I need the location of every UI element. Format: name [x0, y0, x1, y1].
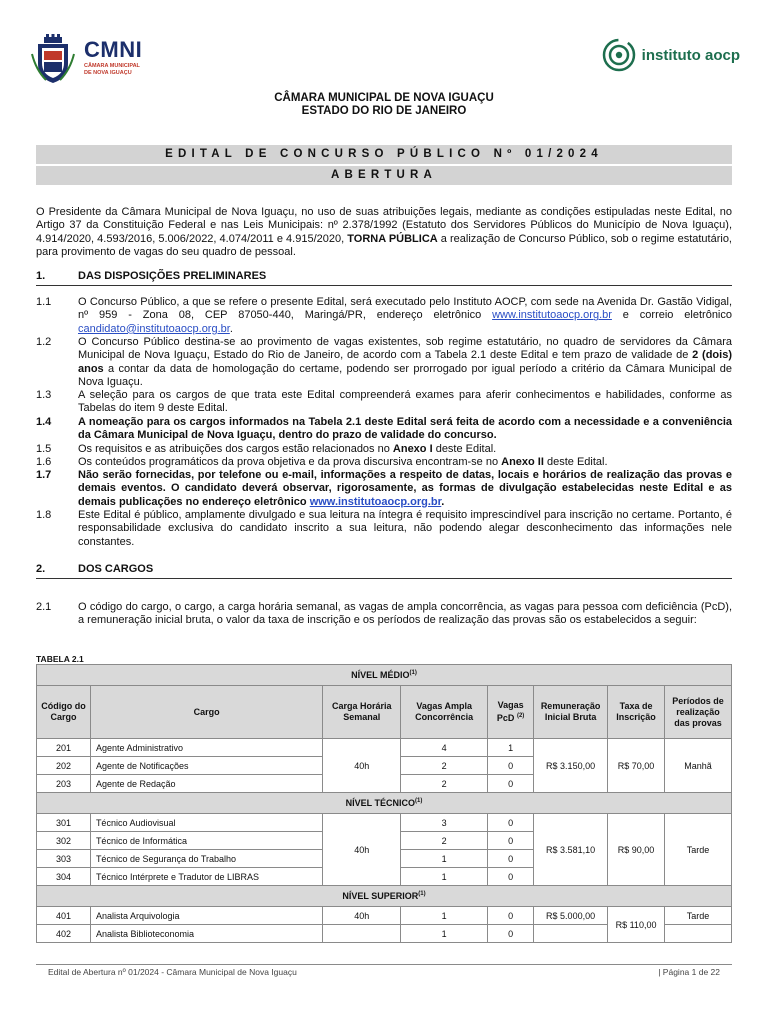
- cell-ampla: 1: [401, 907, 488, 925]
- item-body: Este Edital é público, amplamente divulgado e sua leitura na íntegra é requisito imprescindível para inscrição no certame. Portanto, é responsabilidade exclusiva do candidato inscrito a sua leitura, não podendo alegar desconhecimento das informações nele constantes.: [78, 509, 732, 548]
- cell-ampla: 2: [401, 757, 488, 775]
- section-number: 1.: [36, 270, 46, 282]
- cell-cargo: Técnico Audiovisual: [90, 814, 322, 832]
- cell-taxa: R$ 110,00: [608, 907, 665, 943]
- title-line-2: ESTADO DO RIO DE JANEIRO: [301, 105, 467, 117]
- item-number: 1.8: [36, 509, 52, 521]
- cell-remuneracao: [534, 925, 608, 943]
- cell-remuneracao: R$ 3.150,00: [534, 739, 608, 793]
- item-text-bold: 2 (dois) anos: [78, 349, 732, 375]
- item-body: [78, 469, 732, 509]
- col-periodo: Períodos de realização das provas: [665, 686, 732, 739]
- abertura-band: ABERTURA: [36, 166, 732, 185]
- website-link[interactable]: www.institutoaocp.org.br: [492, 309, 612, 322]
- cell-carga: 40h: [323, 907, 401, 925]
- section-1-heading: [36, 268, 732, 286]
- cell-code: 201: [37, 739, 91, 757]
- header: [30, 30, 740, 85]
- table-row: [37, 907, 732, 925]
- cmni-logo-subtext: CÂMARA MUNICIPAL DE NOVA IGUAÇU: [84, 63, 140, 76]
- item-text: deste Edital.: [432, 443, 497, 455]
- item-number: 1.3: [36, 389, 52, 401]
- item-text: Os conteúdos programáticos da prova objetiva e da prova discursiva encontram-se no: [78, 456, 502, 468]
- col-codigo: Código do Cargo: [37, 686, 91, 739]
- item-text-bold: Anexo I: [392, 443, 433, 455]
- section-title: DOS CARGOS: [78, 563, 154, 575]
- item-number: 1.6: [36, 456, 52, 468]
- item-text: a contar da data de homologação do certame, podendo ser prorrogado por igual período a critério da Câmara Municipal de Nova Iguaçu.: [78, 362, 732, 389]
- aocp-logo-text: instituto aocp: [641, 46, 740, 64]
- cell-cargo: Agente de Notificações: [90, 757, 322, 775]
- item-text: .: [229, 322, 233, 335]
- table-header-row: [37, 686, 732, 739]
- cell-cargo: Técnico de Informática: [90, 832, 322, 850]
- item-number: 1.5: [36, 443, 52, 455]
- cell-code: 304: [37, 868, 91, 886]
- item-text: deste Edital.: [543, 456, 608, 468]
- item-body: [78, 456, 732, 469]
- table-label: TABELA 2.1: [36, 654, 84, 664]
- cell-cargo: Analista Biblioteconomia: [90, 925, 322, 943]
- cell-pcd: 0: [488, 775, 534, 793]
- cell-code: 302: [37, 832, 91, 850]
- col-pcd: Vagas PcD $^{(2)}$: [488, 686, 534, 739]
- cell-ampla: 1: [401, 850, 488, 868]
- cell-ampla: 3: [401, 814, 488, 832]
- col-remuneracao: Remuneração Inicial Bruta: [534, 686, 608, 739]
- cell-periodo: Tarde: [665, 907, 732, 925]
- table-row: [37, 814, 732, 832]
- cell-pcd: 0: [488, 814, 534, 832]
- item-text: e correio eletrônico: [611, 309, 732, 322]
- item-text: Não serão fornecidas, por telefone ou e-mail, informações a respeito de datas, locais e horários de realização das provas e demais eventos. O candidato deverá observar, rigorosamente, as formas de divulgação estabelecidas neste Edital e as demais publicações no endereço eletrônico: [78, 469, 732, 508]
- cell-ampla: 2: [401, 775, 488, 793]
- cell-periodo: [665, 925, 732, 943]
- section-title: DAS DISPOSIÇÕES PRELIMINARES: [78, 270, 267, 282]
- cell-remuneracao: R$ 3.581,10: [534, 814, 608, 886]
- cmni-logo: [30, 34, 144, 84]
- cell-code: 303: [37, 850, 91, 868]
- cell-remuneracao: R$ 5.000,00: [534, 907, 608, 925]
- level-header-medio: NÍVEL MÉDIO$^{(1)}$: [37, 665, 732, 686]
- cell-cargo: Agente Administrativo: [90, 739, 322, 757]
- cell-code: 402: [37, 925, 91, 943]
- item-text: O Concurso Público, a que se refere o presente Edital, será executado pelo Instituto AOCP, com sede na Avenida Dr. Gastão Vidigal, nº 959 - Zona 08, CEP 87050-440, Maringá/PR, endereço eletrônico: [78, 296, 732, 322]
- item-number: 1.7: [36, 469, 52, 481]
- cell-periodo: Tarde: [665, 814, 732, 886]
- item-text: Os requisitos e as atribuições dos cargos estão relacionados no: [78, 443, 393, 455]
- section-2-heading: [36, 561, 732, 579]
- item-body: A nomeação para os cargos informados na Tabela 2.1 deste Edital será feita de acordo com a necessidade e a conveniência da Câmara Municipal de Nova Iguaçu, dentro do prazo de validade do concurso.: [78, 416, 732, 442]
- cell-code: 401: [37, 907, 91, 925]
- item-body: [78, 336, 732, 390]
- section-number: 2.: [36, 563, 46, 575]
- cell-pcd: 1: [488, 739, 534, 757]
- cell-ampla: 4: [401, 739, 488, 757]
- crest-icon: [30, 34, 76, 84]
- page-number: | Página 1 de 22: [658, 967, 720, 977]
- cell-code: 203: [37, 775, 91, 793]
- table-row: [37, 739, 732, 757]
- item-number: 1.1: [36, 296, 52, 308]
- intro-text-a: O Presidente da Câmara Municipal de Nova Iguaçu, no uso de suas atribuições legais, mediante as condições estipuladas neste Edital, no Artigo 37 da Constituição Federal e nas Leis Municipais: nº 2.378/1992 (Estatuto dos Servidores Públicos do Município de Nova Iguaçu), 4.914/2020, 4.593/2016, 5.006/2022, 4.074/2011 e 4.915/2020,: [36, 206, 732, 245]
- intro-text-bold: TORNA PÚBLICA: [347, 232, 438, 245]
- cell-cargo: Técnico de Segurança do Trabalho: [90, 850, 322, 868]
- cell-pcd: 0: [488, 925, 534, 943]
- item-text: O Concurso Público destina-se ao provimento de vagas existentes, sob regime estatutário, no quadro de servidores da Câmara Municipal de Nova Iguaçu, Estado do Rio de Janeiro, de acordo com a Tabela 2.1 deste Edital e tem prazo de validade de: [78, 336, 732, 362]
- cell-ampla: 1: [401, 868, 488, 886]
- cell-carga: 40h: [323, 814, 401, 886]
- edital-title-band: EDITAL DE CONCURSO PÚBLICO Nº 01/2024: [36, 145, 732, 164]
- cell-code: 202: [37, 757, 91, 775]
- item-body: [78, 296, 732, 336]
- item-number: 1.4: [36, 416, 52, 428]
- footer-divider: [36, 964, 732, 965]
- col-carga: Carga Horária Semanal: [323, 686, 401, 739]
- cell-carga: [323, 925, 401, 943]
- col-taxa: Taxa de Inscrição: [608, 686, 665, 739]
- cell-taxa: R$ 90,00: [608, 814, 665, 886]
- cell-carga: 40h: [323, 739, 401, 793]
- cell-pcd: 0: [488, 907, 534, 925]
- email-link[interactable]: candidato@institutoaocp.org.br: [78, 322, 230, 335]
- cargos-table: [36, 664, 732, 943]
- cell-cargo: Agente de Redação: [90, 775, 322, 793]
- website-link[interactable]: www.institutoaocp.org.br: [309, 495, 442, 508]
- level-header-tecnico: NÍVEL TÉCNICO$^{(1)}$: [37, 793, 732, 814]
- col-ampla: Vagas Ampla Concorrência: [401, 686, 488, 739]
- cell-taxa: R$ 70,00: [608, 739, 665, 793]
- aocp-logo: [602, 38, 740, 72]
- intro-paragraph: [36, 206, 732, 260]
- intro-text-b: a realização de Concurso Público, sob o regime estatutário, para provimento de vagas do seu quadro de pessoal.: [36, 232, 732, 259]
- item-number: 2.1: [36, 601, 52, 613]
- cell-periodo: Manhã: [665, 739, 732, 793]
- title-line-1: CÂMARA MUNICIPAL DE NOVA IGUAÇU: [274, 92, 494, 104]
- cell-cargo: Técnico Intérprete e Tradutor de LIBRAS: [90, 868, 322, 886]
- footer-left: Edital de Abertura nº 01/2024 - Câmara Municipal de Nova Iguaçu: [48, 967, 297, 977]
- cell-pcd: 0: [488, 757, 534, 775]
- item-body: [78, 443, 732, 456]
- cell-ampla: 2: [401, 832, 488, 850]
- cell-pcd: 0: [488, 832, 534, 850]
- cell-ampla: 1: [401, 925, 488, 943]
- cell-cargo: Analista Arquivologia: [90, 907, 322, 925]
- item-number: 1.2: [36, 336, 52, 348]
- aocp-mark-icon: [602, 38, 636, 72]
- cell-pcd: 0: [488, 868, 534, 886]
- cmni-logo-text: CMNI: [84, 37, 143, 62]
- item-body: O código do cargo, o cargo, a carga horária semanal, as vagas de ampla concorrência, as vagas para pessoa com deficiência (PcD), a remuneração inicial bruta, o valor da taxa de inscrição e os períodos de realização das provas são os estabelecidos a seguir:: [78, 601, 732, 627]
- cell-pcd: 0: [488, 850, 534, 868]
- item-text-bold: Anexo II: [501, 456, 544, 468]
- item-body: A seleção para os cargos de que trata este Edital compreenderá exames para aferir conhecimentos e habilidades, conforme as Tabelas do item 9 deste Edital.: [78, 389, 732, 415]
- level-header-superior: NÍVEL SUPERIOR$^{(1)}$: [37, 886, 732, 907]
- cell-code: 301: [37, 814, 91, 832]
- item-text: .: [441, 495, 445, 508]
- col-cargo: Cargo: [90, 686, 322, 739]
